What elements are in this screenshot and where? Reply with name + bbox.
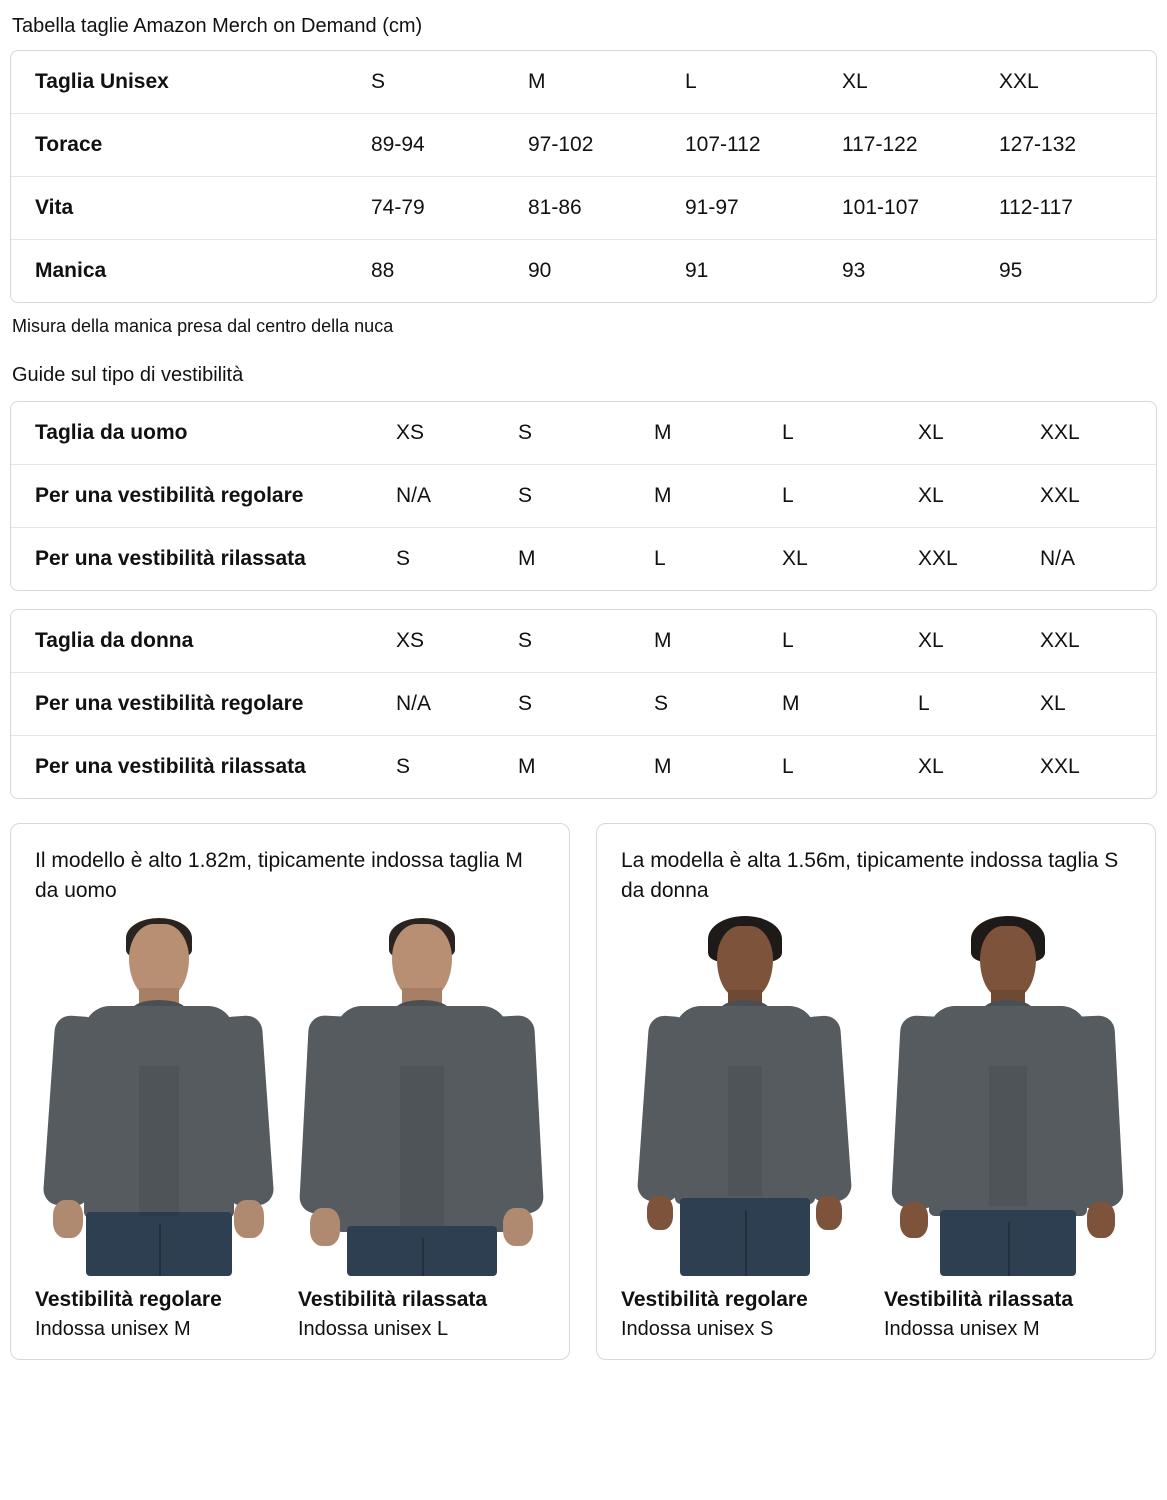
men-regular-s: S bbox=[518, 465, 654, 528]
fit-guides-title: Guide sul tipo di vestibilità bbox=[12, 364, 244, 386]
table-row bbox=[11, 240, 1156, 303]
women-relaxed-xxl: XXL bbox=[1040, 755, 1080, 778]
women-header-m: M bbox=[654, 610, 782, 673]
men-relaxed-fit-label: Per una vestibilità rilassata bbox=[35, 547, 306, 570]
column-header-women-size: Taglia da donna bbox=[11, 610, 396, 673]
column-header-xl: XL bbox=[842, 51, 999, 114]
male-relaxed-fit-figure bbox=[298, 916, 545, 1341]
column-header-l: L bbox=[685, 51, 842, 114]
sleeve-xl: 93 bbox=[842, 259, 866, 282]
column-header-unisex: Taglia Unisex bbox=[11, 51, 371, 114]
model-cards-row bbox=[10, 823, 1157, 1360]
table-row bbox=[11, 114, 1156, 177]
waist-s: 74-79 bbox=[371, 177, 528, 240]
women-regular-fit-label: Per una vestibilità regolare bbox=[11, 673, 396, 736]
row-label-waist: Vita bbox=[11, 177, 371, 240]
men-header-m: M bbox=[654, 402, 782, 465]
sleeve-l: 91 bbox=[685, 259, 709, 282]
sleeve-measurement-note: Misura della manica presa dal centro della nuca bbox=[12, 316, 394, 336]
sleeve-xxl: 95 bbox=[999, 259, 1023, 282]
column-header-xxl: XXL bbox=[999, 51, 1156, 114]
female-model-caption: La modella è alta 1.56m, tipicamente indossa taglia S da donna bbox=[621, 849, 1119, 902]
sleeve-m: 90 bbox=[528, 259, 552, 282]
waist-m: 81-86 bbox=[528, 177, 685, 240]
male-relaxed-fit-title: Vestibilità rilassata bbox=[298, 1288, 488, 1311]
women-regular-m: S bbox=[654, 673, 782, 736]
unisex-size-table bbox=[10, 50, 1157, 303]
men-fit-table bbox=[10, 401, 1157, 591]
men-regular-fit-label: Per una vestibilità regolare bbox=[11, 465, 396, 528]
chest-l: 107-112 bbox=[685, 114, 842, 177]
female-relaxed-fit-title: Vestibilità rilassata bbox=[884, 1288, 1074, 1311]
chest-m: 97-102 bbox=[528, 114, 685, 177]
male-regular-fit-figure bbox=[35, 916, 282, 1341]
male-regular-fit-title: Vestibilità regolare bbox=[35, 1288, 222, 1311]
table-row bbox=[11, 177, 1156, 240]
female-relaxed-fit-figure bbox=[884, 916, 1131, 1341]
men-regular-m: M bbox=[654, 465, 782, 528]
row-label-sleeve: Manica bbox=[35, 259, 107, 282]
table-row bbox=[11, 402, 1157, 465]
women-header-l: L bbox=[782, 610, 918, 673]
waist-xl: 101-107 bbox=[842, 177, 999, 240]
men-header-l: L bbox=[782, 402, 918, 465]
table-row bbox=[11, 673, 1157, 736]
sleeve-s: 88 bbox=[371, 259, 395, 282]
men-relaxed-l: XL bbox=[782, 547, 808, 570]
female-model-card bbox=[596, 823, 1156, 1360]
men-header-s: S bbox=[518, 402, 654, 465]
women-regular-xl: L bbox=[918, 673, 1040, 736]
women-header-xs: XS bbox=[396, 610, 518, 673]
male-model-card bbox=[10, 823, 570, 1360]
women-regular-l: M bbox=[782, 673, 918, 736]
row-label-chest: Torace bbox=[11, 114, 371, 177]
chest-xl: 117-122 bbox=[842, 114, 999, 177]
waist-l: 91-97 bbox=[685, 177, 842, 240]
waist-xxl: 112-117 bbox=[999, 177, 1156, 240]
men-regular-xl: XL bbox=[918, 465, 1040, 528]
chest-s: 89-94 bbox=[371, 114, 528, 177]
column-header-m: M bbox=[528, 51, 685, 114]
women-header-s: S bbox=[518, 610, 654, 673]
page-title: Tabella taglie Amazon Merch on Demand (cm) bbox=[12, 15, 423, 37]
women-relaxed-fit-label: Per una vestibilità rilassata bbox=[35, 755, 306, 778]
women-relaxed-l: L bbox=[782, 755, 794, 778]
women-relaxed-s: M bbox=[518, 755, 536, 778]
female-relaxed-fit-wears: Indossa unisex M bbox=[884, 1318, 1040, 1340]
men-regular-xxl: XXL bbox=[1040, 465, 1157, 528]
male-model-caption: Il modello è alto 1.82m, tipicamente indossa taglia M da uomo bbox=[35, 849, 523, 902]
men-header-xs: XS bbox=[396, 402, 518, 465]
male-relaxed-fit-wears: Indossa unisex L bbox=[298, 1318, 449, 1340]
male-regular-fit-wears: Indossa unisex M bbox=[35, 1318, 191, 1340]
women-relaxed-xl: XL bbox=[918, 755, 944, 778]
chest-xxl: 127-132 bbox=[999, 114, 1156, 177]
female-regular-fit-photo bbox=[621, 916, 868, 1276]
women-regular-xs: N/A bbox=[396, 673, 518, 736]
women-relaxed-m: M bbox=[654, 755, 672, 778]
female-regular-fit-title: Vestibilità regolare bbox=[621, 1288, 808, 1311]
male-regular-fit-photo bbox=[35, 916, 282, 1276]
women-regular-xxl: XL bbox=[1040, 673, 1157, 736]
female-regular-fit-wears: Indossa unisex S bbox=[621, 1318, 774, 1340]
female-relaxed-fit-photo bbox=[884, 916, 1131, 1276]
table-row bbox=[11, 610, 1157, 673]
men-relaxed-xl: XXL bbox=[918, 547, 958, 570]
column-header-men-size: Taglia da uomo bbox=[11, 402, 396, 465]
men-relaxed-m: L bbox=[654, 547, 666, 570]
women-header-xl: XL bbox=[918, 610, 1040, 673]
table-row bbox=[11, 51, 1156, 114]
men-regular-xs: N/A bbox=[396, 465, 518, 528]
men-relaxed-xs: S bbox=[396, 547, 411, 570]
men-header-xxl: XXL bbox=[1040, 402, 1157, 465]
men-header-xl: XL bbox=[918, 402, 1040, 465]
table-row bbox=[11, 528, 1157, 591]
female-regular-fit-figure bbox=[621, 916, 868, 1341]
male-relaxed-fit-photo bbox=[298, 916, 545, 1276]
column-header-s: S bbox=[371, 51, 528, 114]
women-relaxed-xs: S bbox=[396, 755, 411, 778]
men-relaxed-xxl: N/A bbox=[1040, 547, 1076, 570]
women-regular-s: S bbox=[518, 673, 654, 736]
women-fit-table bbox=[10, 609, 1157, 799]
women-header-xxl: XXL bbox=[1040, 610, 1157, 673]
men-relaxed-s: M bbox=[518, 547, 536, 570]
table-row bbox=[11, 465, 1157, 528]
table-row bbox=[11, 736, 1157, 799]
men-regular-l: L bbox=[782, 465, 918, 528]
